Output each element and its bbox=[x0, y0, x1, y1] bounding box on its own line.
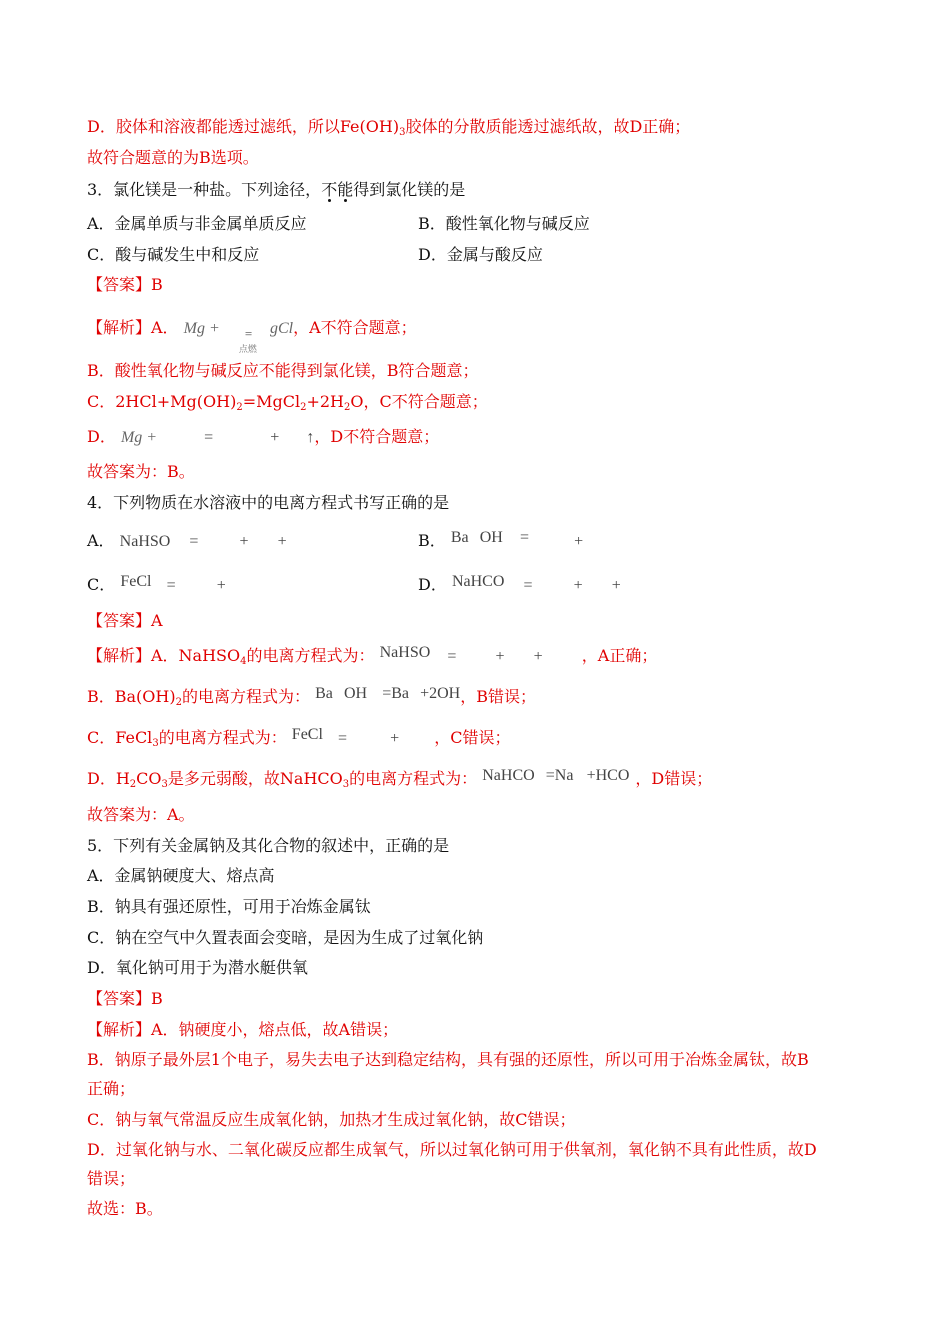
formula-image-text: + bbox=[573, 577, 583, 594]
option-label: A． bbox=[87, 531, 115, 550]
formula-image-text: NaHCO bbox=[451, 573, 505, 590]
formula-image-text: = bbox=[204, 429, 214, 446]
formula-image-text: FeCl bbox=[120, 573, 152, 590]
formula-image-text: NaHSO bbox=[119, 533, 171, 550]
q5-explanation-a: 【解析】A．钠硬度小，熔点低，故A错误； bbox=[87, 1020, 399, 1039]
formula-image-text: Ba bbox=[315, 685, 333, 702]
subscript: 2 bbox=[129, 779, 137, 790]
q4-explanation-b bbox=[87, 687, 536, 713]
subscript: 2 bbox=[300, 402, 307, 413]
formula-image-text: = bbox=[523, 577, 533, 594]
text: 的电离方程式为： bbox=[349, 769, 478, 788]
formula-image-text: = bbox=[519, 529, 529, 546]
text: +2H bbox=[306, 392, 345, 411]
formula-image-text: = bbox=[244, 326, 253, 341]
text: C．2HCl+Mg(OH) bbox=[87, 392, 237, 411]
q3-stem bbox=[87, 180, 465, 200]
q3-explanation-c bbox=[87, 392, 488, 418]
formula-image-text: + bbox=[216, 577, 226, 594]
text: 的电离方程式为： bbox=[158, 728, 287, 747]
formula-image-text: + bbox=[239, 533, 249, 550]
q5-explanation-c: C．钠与氧气常温反应生成氧化钠，加热才生成过氧化钠，故C错误； bbox=[87, 1110, 576, 1129]
formula-image-text: OH bbox=[479, 529, 503, 546]
q3-option-b: B．酸性氧化物与碱反应 bbox=[418, 214, 590, 233]
text: ，C错误； bbox=[434, 728, 511, 747]
formula-image-text: + bbox=[533, 648, 543, 665]
formula-image-text: + bbox=[390, 730, 400, 747]
formula-image-text: = bbox=[338, 730, 348, 747]
q5-option-a: A．金属钠硬度大、熔点高 bbox=[87, 866, 275, 885]
subscript: 4 bbox=[240, 656, 247, 667]
formula-image-text: NaHSO bbox=[379, 644, 431, 661]
q4-conclusion: 故答案为：A。 bbox=[87, 805, 195, 824]
subscript: 2 bbox=[344, 402, 351, 413]
text: B．Ba(OH) bbox=[87, 687, 176, 706]
subscript: 3 bbox=[399, 127, 406, 138]
q2-option-d-explanation bbox=[87, 117, 690, 143]
text: CO bbox=[136, 769, 162, 788]
formula-image-text: FeCl bbox=[291, 726, 323, 743]
formula-image-text: Mg + bbox=[120, 429, 158, 446]
emphasis-char: 能 bbox=[337, 180, 354, 199]
formula-condition: 点燃 bbox=[238, 345, 257, 355]
subscript: 3 bbox=[161, 779, 168, 790]
text: O，C不符合题意； bbox=[350, 392, 488, 411]
q4-explanation-a bbox=[87, 646, 657, 672]
q3-option-a: A．金属单质与非金属单质反应 bbox=[87, 214, 307, 233]
formula-image-text: + bbox=[277, 533, 287, 550]
formula-image-text: =Ba bbox=[382, 685, 409, 702]
q5-explanation-d-line2: 错误； bbox=[87, 1169, 136, 1188]
q3-explanation-d bbox=[87, 427, 439, 448]
text: 的电离方程式为： bbox=[182, 687, 311, 706]
subscript: 3 bbox=[342, 779, 350, 790]
q4-explanation-c bbox=[87, 728, 511, 754]
formula-image-text: + bbox=[574, 533, 584, 550]
option-label: B． bbox=[418, 531, 446, 550]
subscript: 2 bbox=[236, 402, 243, 413]
q3-conclusion: 故答案为：B。 bbox=[87, 462, 195, 481]
text: =MgCl bbox=[242, 392, 301, 411]
formula-image-text: Ba bbox=[450, 529, 469, 546]
formula-image-text: = bbox=[447, 648, 457, 665]
q5-explanation-b-line2: 正确； bbox=[87, 1079, 136, 1098]
q4-answer: 【答案】A bbox=[87, 611, 163, 630]
formula-image-text: + bbox=[611, 577, 621, 594]
formula-image-text: =Na bbox=[545, 767, 574, 784]
formula-image-text: +HCO bbox=[586, 767, 630, 784]
q3-explanation-b: B．酸性氧化物与碱反应不能得到氯化镁，B符合题意； bbox=[87, 361, 479, 380]
q4-option-b bbox=[418, 531, 583, 552]
emphasis-char: 不 bbox=[321, 180, 338, 199]
text: 【解析】A．NaHSO bbox=[87, 646, 241, 665]
text: 得到氯化镁的是 bbox=[353, 180, 466, 199]
q3-answer: 【答案】B bbox=[87, 275, 163, 294]
gas-arrow: ↑ bbox=[306, 429, 315, 446]
text: 胶体的分散质能透过滤纸故，故D正确； bbox=[405, 117, 691, 136]
q4-explanation-d bbox=[87, 769, 712, 795]
q5-option-c: C．钠在空气中久置表面会变暗，是因为生成了过氧化钠 bbox=[87, 928, 484, 947]
formula-image-text: + bbox=[270, 429, 280, 446]
formula-image-text: NaHCO bbox=[482, 767, 535, 784]
text: ，D不符合题意； bbox=[314, 427, 440, 446]
formula-image-text: + bbox=[495, 648, 505, 665]
q4-option-c bbox=[87, 575, 226, 596]
formula-image-text: OH bbox=[343, 685, 368, 702]
text: ，B错误； bbox=[460, 687, 536, 706]
q5-explanation-d-line1: D．过氧化钠与水、二氧化碳反应都生成氧气，所以过氧化钠可用于供氧剂，氧化钠不具有此性质，故D bbox=[87, 1140, 817, 1159]
q4-option-d bbox=[418, 575, 621, 596]
option-label: D． bbox=[418, 575, 447, 594]
q3-explanation-a bbox=[87, 318, 417, 355]
text: 是多元弱酸，故NaHCO bbox=[167, 769, 343, 788]
q5-stem: 5．下列有关金属钠及其化合物的叙述中，正确的是 bbox=[87, 836, 450, 855]
subscript: 3 bbox=[152, 738, 159, 749]
text: 【解析】A． bbox=[87, 318, 179, 337]
formula-image-text: Mg + bbox=[183, 320, 220, 337]
text: D． bbox=[87, 427, 116, 446]
text: C．FeCl bbox=[87, 728, 153, 747]
q5-answer: 【答案】B bbox=[87, 989, 163, 1008]
text: ，A正确； bbox=[581, 646, 658, 665]
q3-option-d: D．金属与酸反应 bbox=[418, 245, 543, 264]
formula-image-text: gCl bbox=[269, 320, 294, 337]
q4-stem: 4．下列物质在水溶液中的电离方程式书写正确的是 bbox=[87, 493, 450, 512]
q5-option-b: B．钠具有强还原性，可用于冶炼金属钛 bbox=[87, 897, 371, 916]
q4-option-a bbox=[87, 531, 287, 552]
formula-image-text: = bbox=[166, 577, 176, 594]
text: D．胶体和溶液都能透过滤纸，所以Fe(OH) bbox=[87, 117, 400, 136]
text: D．H bbox=[87, 769, 130, 788]
subscript: 2 bbox=[175, 697, 182, 708]
text: ，D错误； bbox=[635, 769, 713, 788]
q2-conclusion: 故符合题意的为B选项。 bbox=[87, 148, 259, 167]
q5-conclusion: 故选：B。 bbox=[87, 1199, 163, 1218]
q5-option-d: D．氧化钠可用于为潜水艇供氧 bbox=[87, 958, 308, 977]
q5-explanation-b-line1: B．钠原子最外层1个电子，易失去电子达到稳定结构，具有强的还原性，所以可用于冶炼金属钛，故B bbox=[87, 1050, 809, 1069]
text: 3．氯化镁是一种盐。下列途径， bbox=[87, 180, 322, 199]
text: ，A不符合题意； bbox=[293, 318, 417, 337]
formula-image-text: = bbox=[189, 533, 199, 550]
q3-option-c: C．酸与碱发生中和反应 bbox=[87, 245, 260, 264]
formula-image-text: +2OH bbox=[420, 685, 461, 702]
text: 的电离方程式为： bbox=[246, 646, 375, 665]
option-label: C． bbox=[87, 575, 116, 594]
